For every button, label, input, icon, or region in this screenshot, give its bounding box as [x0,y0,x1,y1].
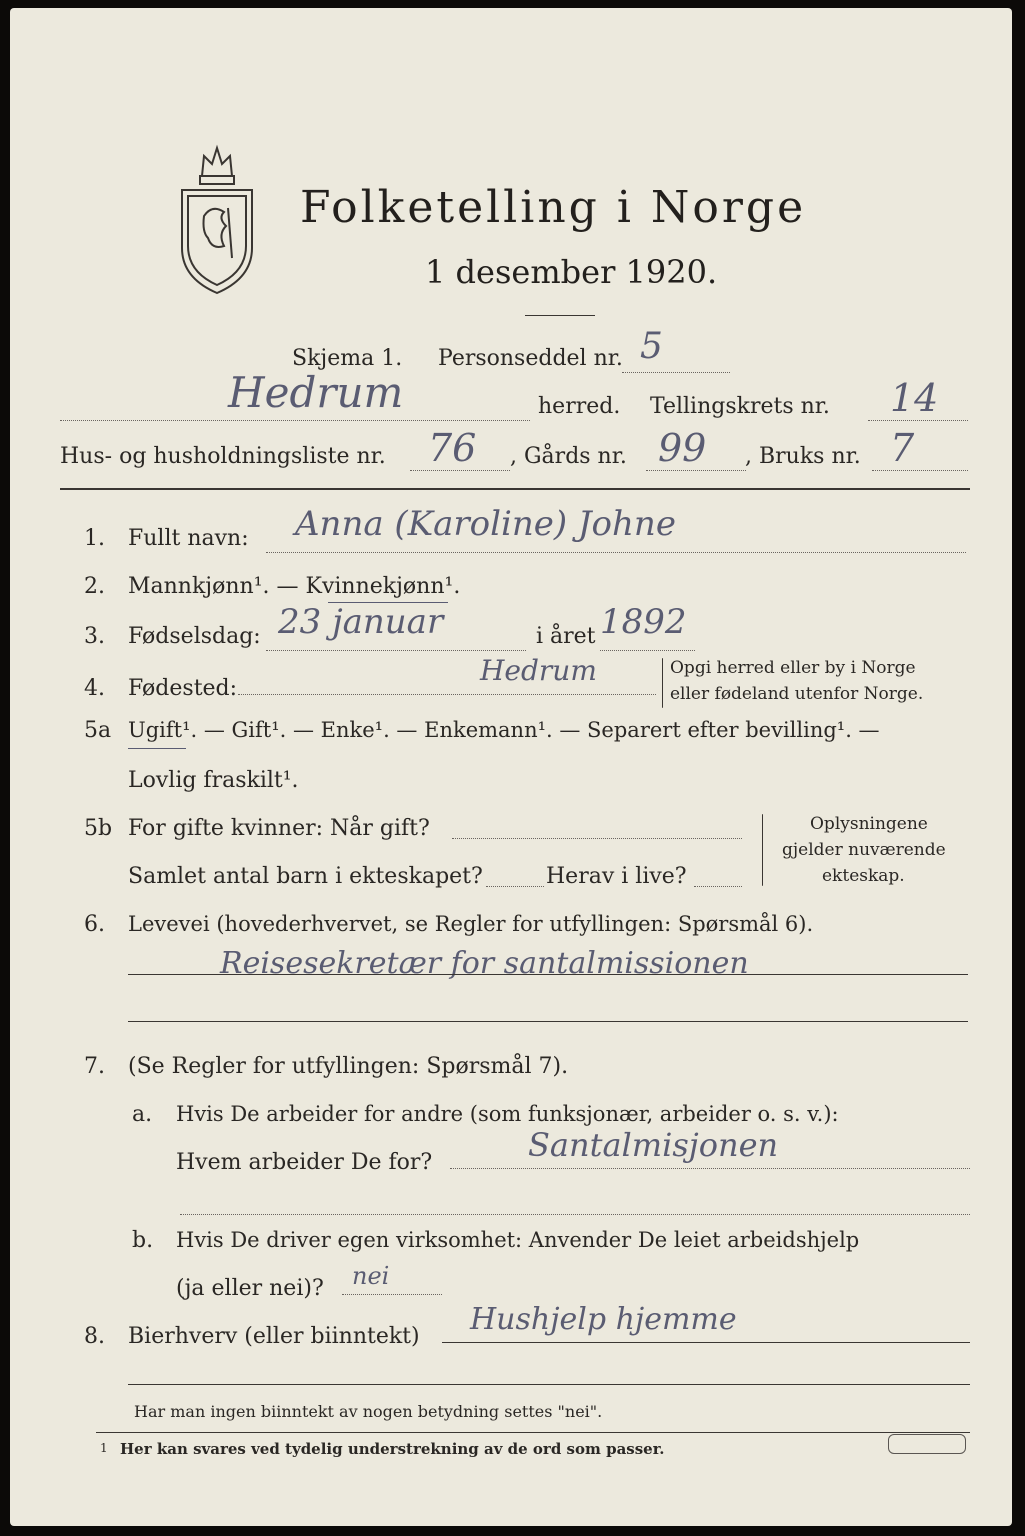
occupation-value: Reisesekretær for santalmissionen [220,946,749,981]
husliste-value: 76 [428,426,477,470]
q3-year-line [600,650,695,651]
q5b-line-2a: Samlet antal barn i ekteskapet? [128,864,483,889]
birth-year-value: 1892 [600,602,687,642]
q5a-number: 5a [84,718,112,743]
q6-text: Levevei (hovederhvervet, se Regler for utfyllingen: Spørsmål 6). [128,912,814,936]
title-divider [525,315,595,316]
q3-year-label: i året [536,624,596,649]
q5b-note-3: ekteskap. [822,866,905,886]
q5b-note-2: gjelder nuværende [782,840,946,860]
form-title: Folketelling i Norge [300,182,807,233]
q4-line [238,694,656,695]
q5b-brace [762,814,763,886]
q7b-question: (ja eller nei)? [176,1276,324,1301]
q4-brace [662,658,663,708]
q7-number: 7. [84,1054,105,1079]
q8-line [442,1342,970,1343]
footnote-number: 1 [100,1441,108,1455]
footer-divider [96,1432,970,1433]
footer-note: Har man ingen biinntekt av nogen betydning settes "nei". [134,1402,603,1421]
birthday-value: 23 januar [278,602,444,642]
q8-line-2 [128,1384,970,1385]
printer-stamp-icon [888,1434,966,1454]
q7b-number: b. [132,1228,154,1253]
husliste-label: Hus- og husholdningsliste nr. [60,444,386,469]
q5b-number: 5b [84,816,113,841]
q6-number: 6. [84,912,105,937]
header-divider [60,488,970,490]
side-occupation-value: Hushjelp hjemme [470,1302,737,1337]
q4-note-1: Opgi herred eller by i Norge [670,658,916,678]
bruks-line [872,470,968,471]
tellingskrets-label: Tellingskrets nr. [650,394,830,419]
q7a-number: a. [132,1102,153,1127]
personseddel-value: 5 [640,326,663,367]
q7b-text: Hvis De driver egen virksomhet: Anvender De leiet arbeidshjelp [176,1228,860,1252]
birthplace-value: Hedrum [480,654,597,687]
q6-line-1 [128,974,968,975]
gaards-value: 99 [658,426,707,470]
q8-label: Bierhverv (eller biinntekt) [128,1324,420,1349]
q4-label: Fødested: [128,676,238,701]
q1-line [266,552,966,553]
bruks-value: 7 [890,426,915,470]
q5a-text-2: Lovlig fraskilt¹. [128,768,299,793]
footnote-text: Her kan svares ved tydelig understrekning av de ord som passer. [120,1440,665,1458]
q4-number: 4. [84,676,105,701]
census-date: 1 desember 1920. [425,253,718,291]
q6-line-2 [128,1021,968,1022]
q3-label: Fødselsdag: [128,624,261,649]
herred-label: herred. [538,394,621,419]
q5b-note-1: Oplysningene [810,814,928,834]
herred-line [60,420,530,421]
q5b-line-2b: Herav i live? [546,864,687,889]
hired-help-value: nei [352,1262,390,1290]
coat-of-arms-icon [172,138,262,298]
census-form-sheet [10,8,1012,1526]
q1-label: Fullt navn: [128,526,249,551]
q3-line [266,650,526,651]
personseddel-label: Personseddel nr. [438,346,623,371]
q5b-line-1: For gifte kvinner: Når gift? [128,816,430,841]
q2-number: 2. [84,574,105,599]
q4-note-2: eller fødeland utenfor Norge. [670,684,924,704]
gaards-line [646,470,746,471]
q7a-question: Hvem arbeider De for? [176,1150,433,1175]
q3-number: 3. [84,624,105,649]
q7b-line [342,1294,442,1295]
q5a-text: Ugift¹. — Gift¹. — Enke¹. — Enkemann¹. — Separert efter bevilling¹. — [128,718,880,742]
husliste-line [410,470,510,471]
q8-number: 8. [84,1324,105,1349]
q5a-underline-ugift [128,748,186,749]
q7a-text: Hvis De arbeider for andre (som funksjonær, arbeider o. s. v.): [176,1102,839,1126]
tellingskrets-line [868,420,968,421]
gaards-label: , Gårds nr. [510,444,627,469]
form-number: Skjema 1. [292,346,403,371]
bruks-label: , Bruks nr. [745,444,861,469]
q7a-line [450,1168,970,1169]
q1-number: 1. [84,526,105,551]
herred-value: Hedrum [228,368,404,417]
employer-value: Santalmisjonen [528,1126,779,1164]
q5b-when-line [452,838,742,839]
q7a-line-2 [180,1214,970,1215]
tellingskrets-value: 14 [890,376,939,420]
q2-text: Mannkjønn¹. — Kvinnekjønn¹. [128,574,461,599]
q7-text: (Se Regler for utfyllingen: Spørsmål 7). [128,1054,569,1079]
personseddel-line [622,372,730,373]
full-name-value: Anna (Karoline) Johne [295,504,676,544]
q5b-alive-line [694,886,742,887]
q5b-children-line [486,886,544,887]
